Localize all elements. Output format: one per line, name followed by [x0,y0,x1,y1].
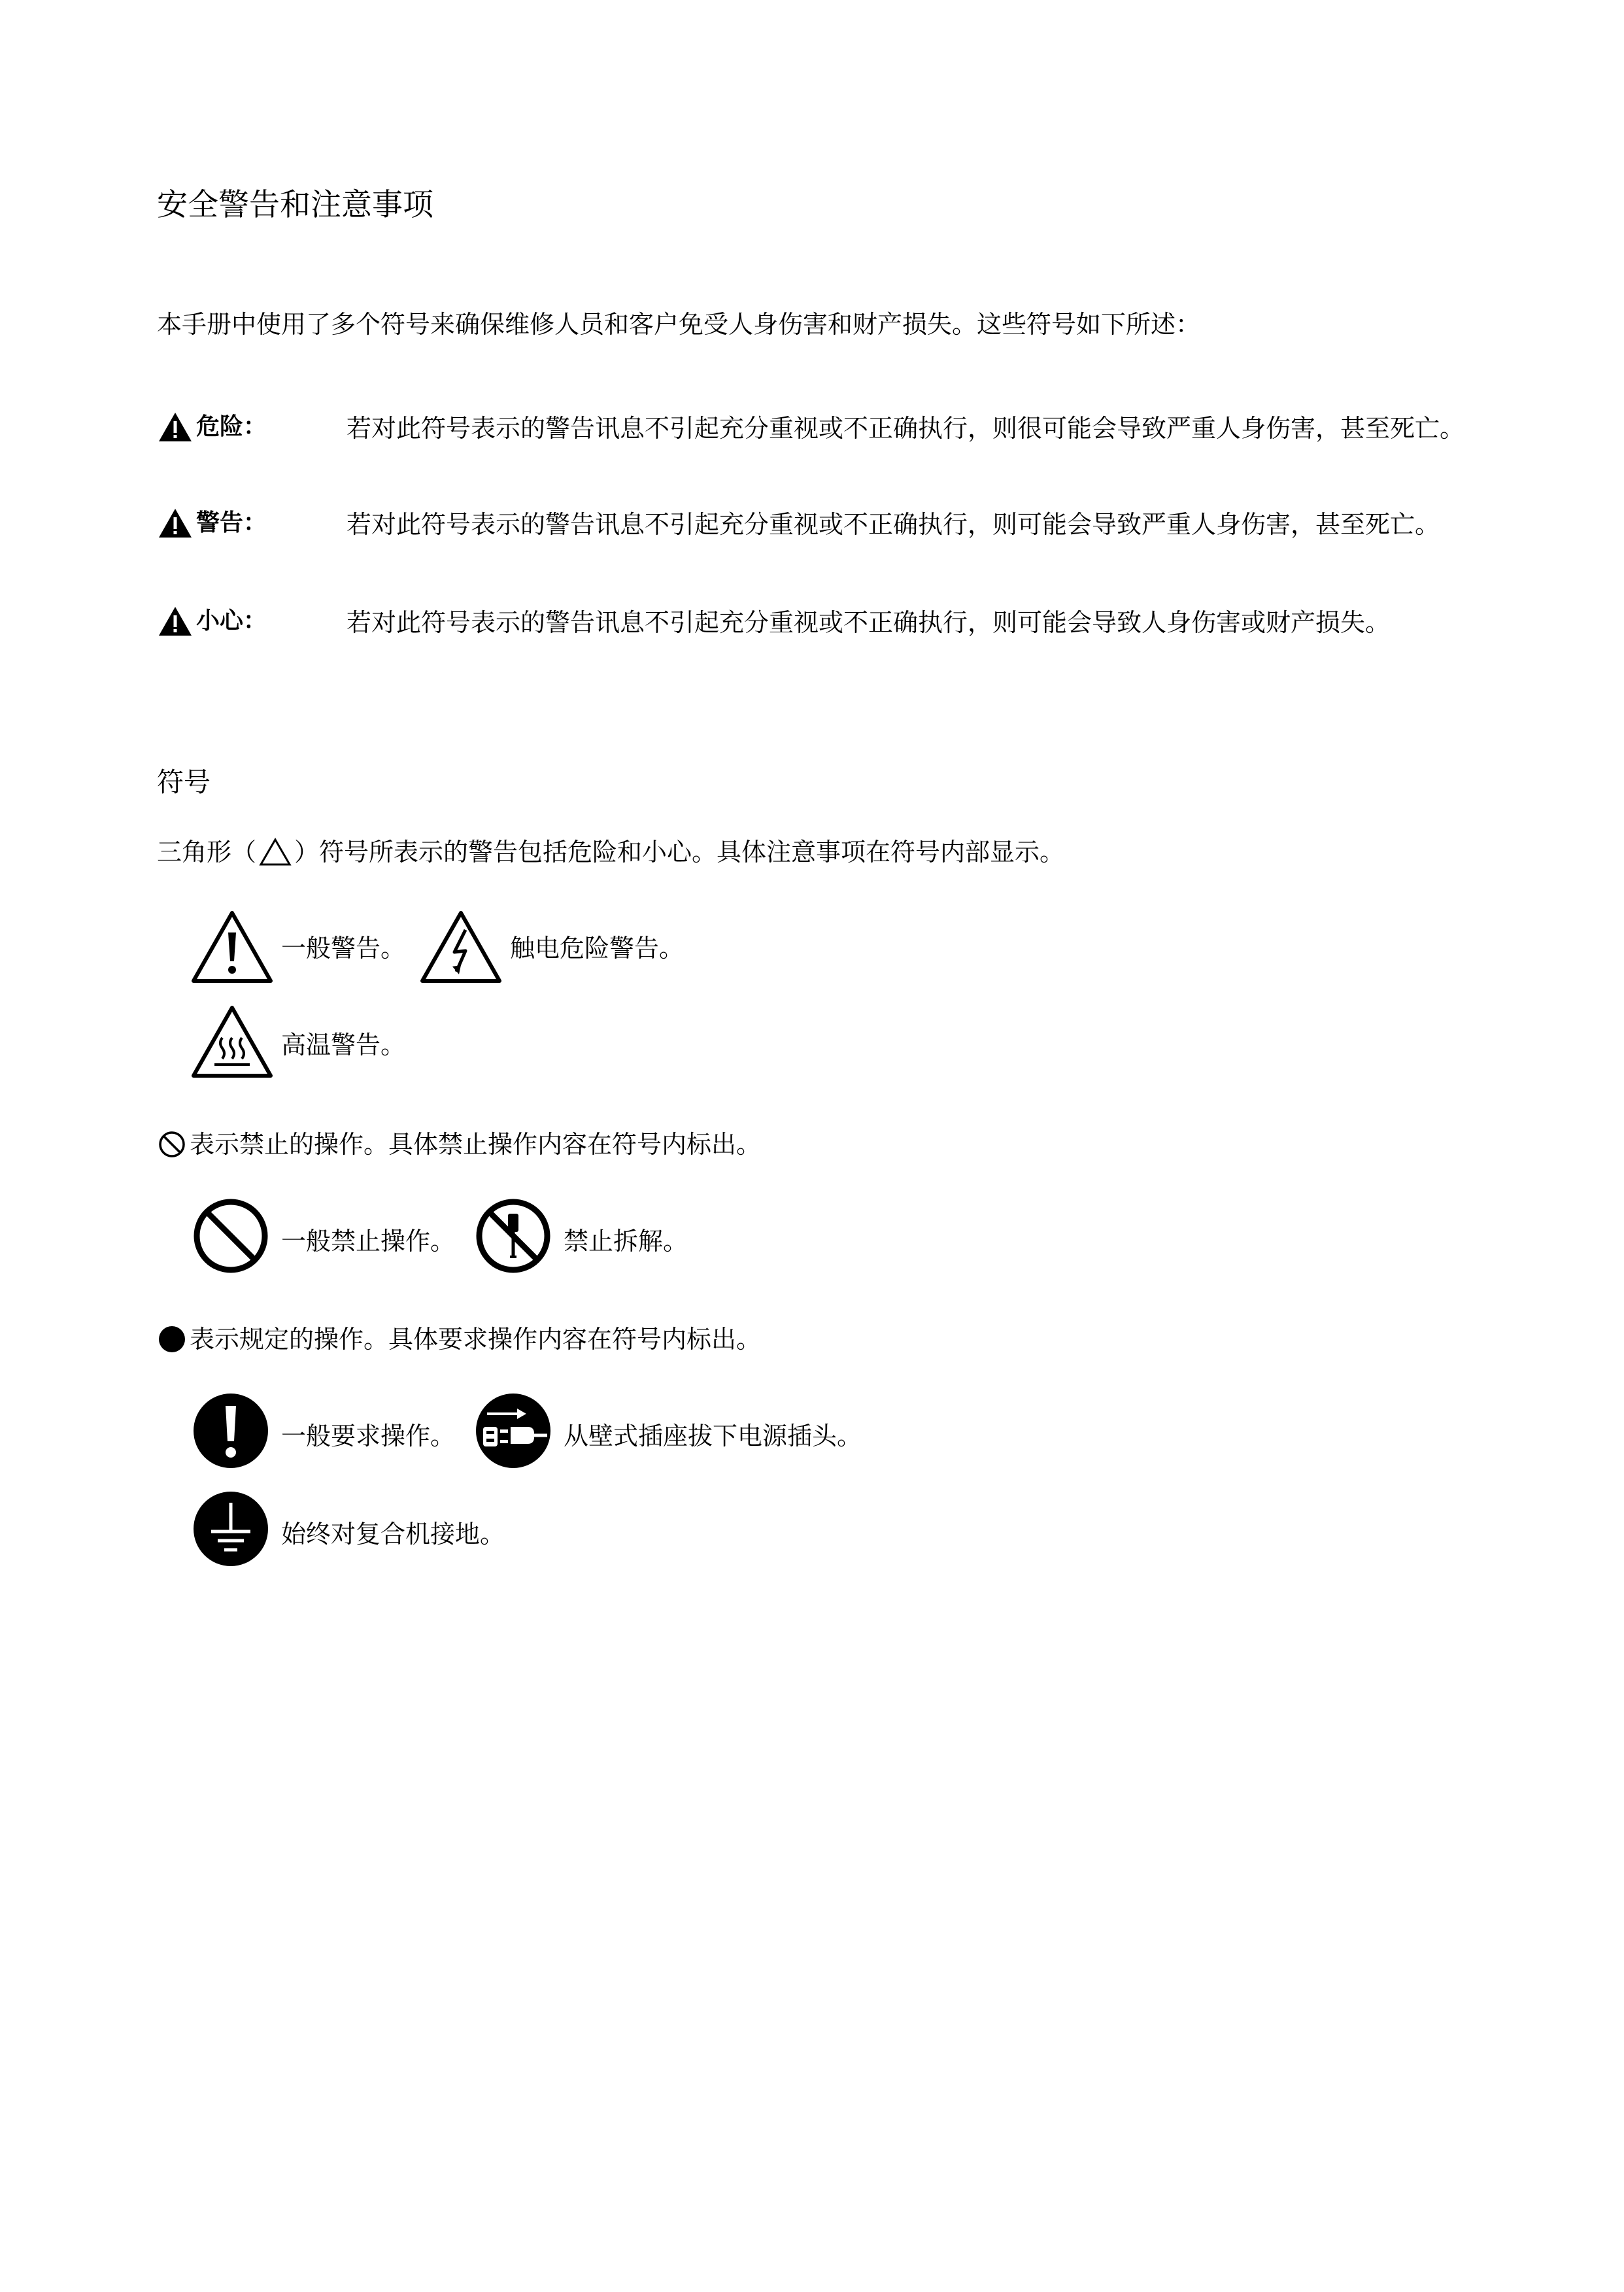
danger-label-text: 危险： [196,413,267,440]
warning-triangle-icon [157,605,194,638]
ground-label: 始终对复合机接地。 [281,1520,505,1548]
danger-description: 若对此符号表示的警告讯息不引起充分重视或不正确执行，则很可能会导致严重人身伤害，甚至死亡。 [347,414,1465,443]
no-disassembly-icon [474,1197,552,1275]
no-disassembly-label: 禁止拆解。 [564,1227,688,1256]
warning-triangle-icon [157,507,194,539]
warning-label-text: 警告： [196,509,267,536]
high-temperature-label: 高温警告。 [281,1031,406,1059]
general-prohibited-icon [192,1197,270,1275]
intro-paragraph: 本手册中使用了多个符号来确保维修人员和客户免受人身伤害和财产损失。这些符号如下所述： [157,310,1201,339]
general-prohibited-label: 一般禁止操作。 [281,1227,456,1256]
ground-icon [192,1490,270,1568]
prohibited-description [157,1126,761,1163]
warning-triangle-icon [157,411,194,443]
required-description-text: 表示规定的操作。具体要求操作内容在符号内标出。 [190,1325,762,1354]
prohibited-small-icon [157,1129,187,1159]
page-title: 安全警告和注意事项 [157,187,433,223]
triangle-description [157,834,1064,870]
triangle-description-end: ）符号所表示的警告包括危险和小心。具体注意事项在符号内部显示。 [294,838,1065,866]
triangle-description-start: 三角形（ [157,838,257,866]
electric-shock-icon [418,909,503,985]
outline-triangle-icon [259,837,292,867]
general-warning-icon [190,909,275,985]
required-description [157,1321,761,1358]
required-small-icon [157,1324,187,1354]
warning-label [157,505,267,541]
caution-description: 若对此符号表示的警告讯息不引起充分重视或不正确执行，则可能会导致人身伤害或财产损失。 [347,608,1391,637]
danger-label [157,409,267,445]
electric-shock-label: 触电危险警告。 [510,934,685,963]
high-temperature-icon [190,1004,275,1080]
symbols-section-title: 符号 [157,766,211,798]
unplug-icon [474,1392,552,1470]
general-warning-label: 一般警告。 [281,934,406,963]
warning-description: 若对此符号表示的警告讯息不引起充分重视或不正确执行，则可能会导致严重人身伤害，甚至死亡。 [347,510,1440,539]
prohibited-description-text: 表示禁止的操作。具体禁止操作内容在符号内标出。 [190,1130,762,1159]
caution-label-text: 小心： [196,607,267,634]
caution-label [157,603,267,640]
unplug-label: 从壁式插座拔下电源插头。 [564,1422,862,1450]
general-required-label: 一般要求操作。 [281,1422,456,1450]
general-required-icon [192,1392,270,1470]
